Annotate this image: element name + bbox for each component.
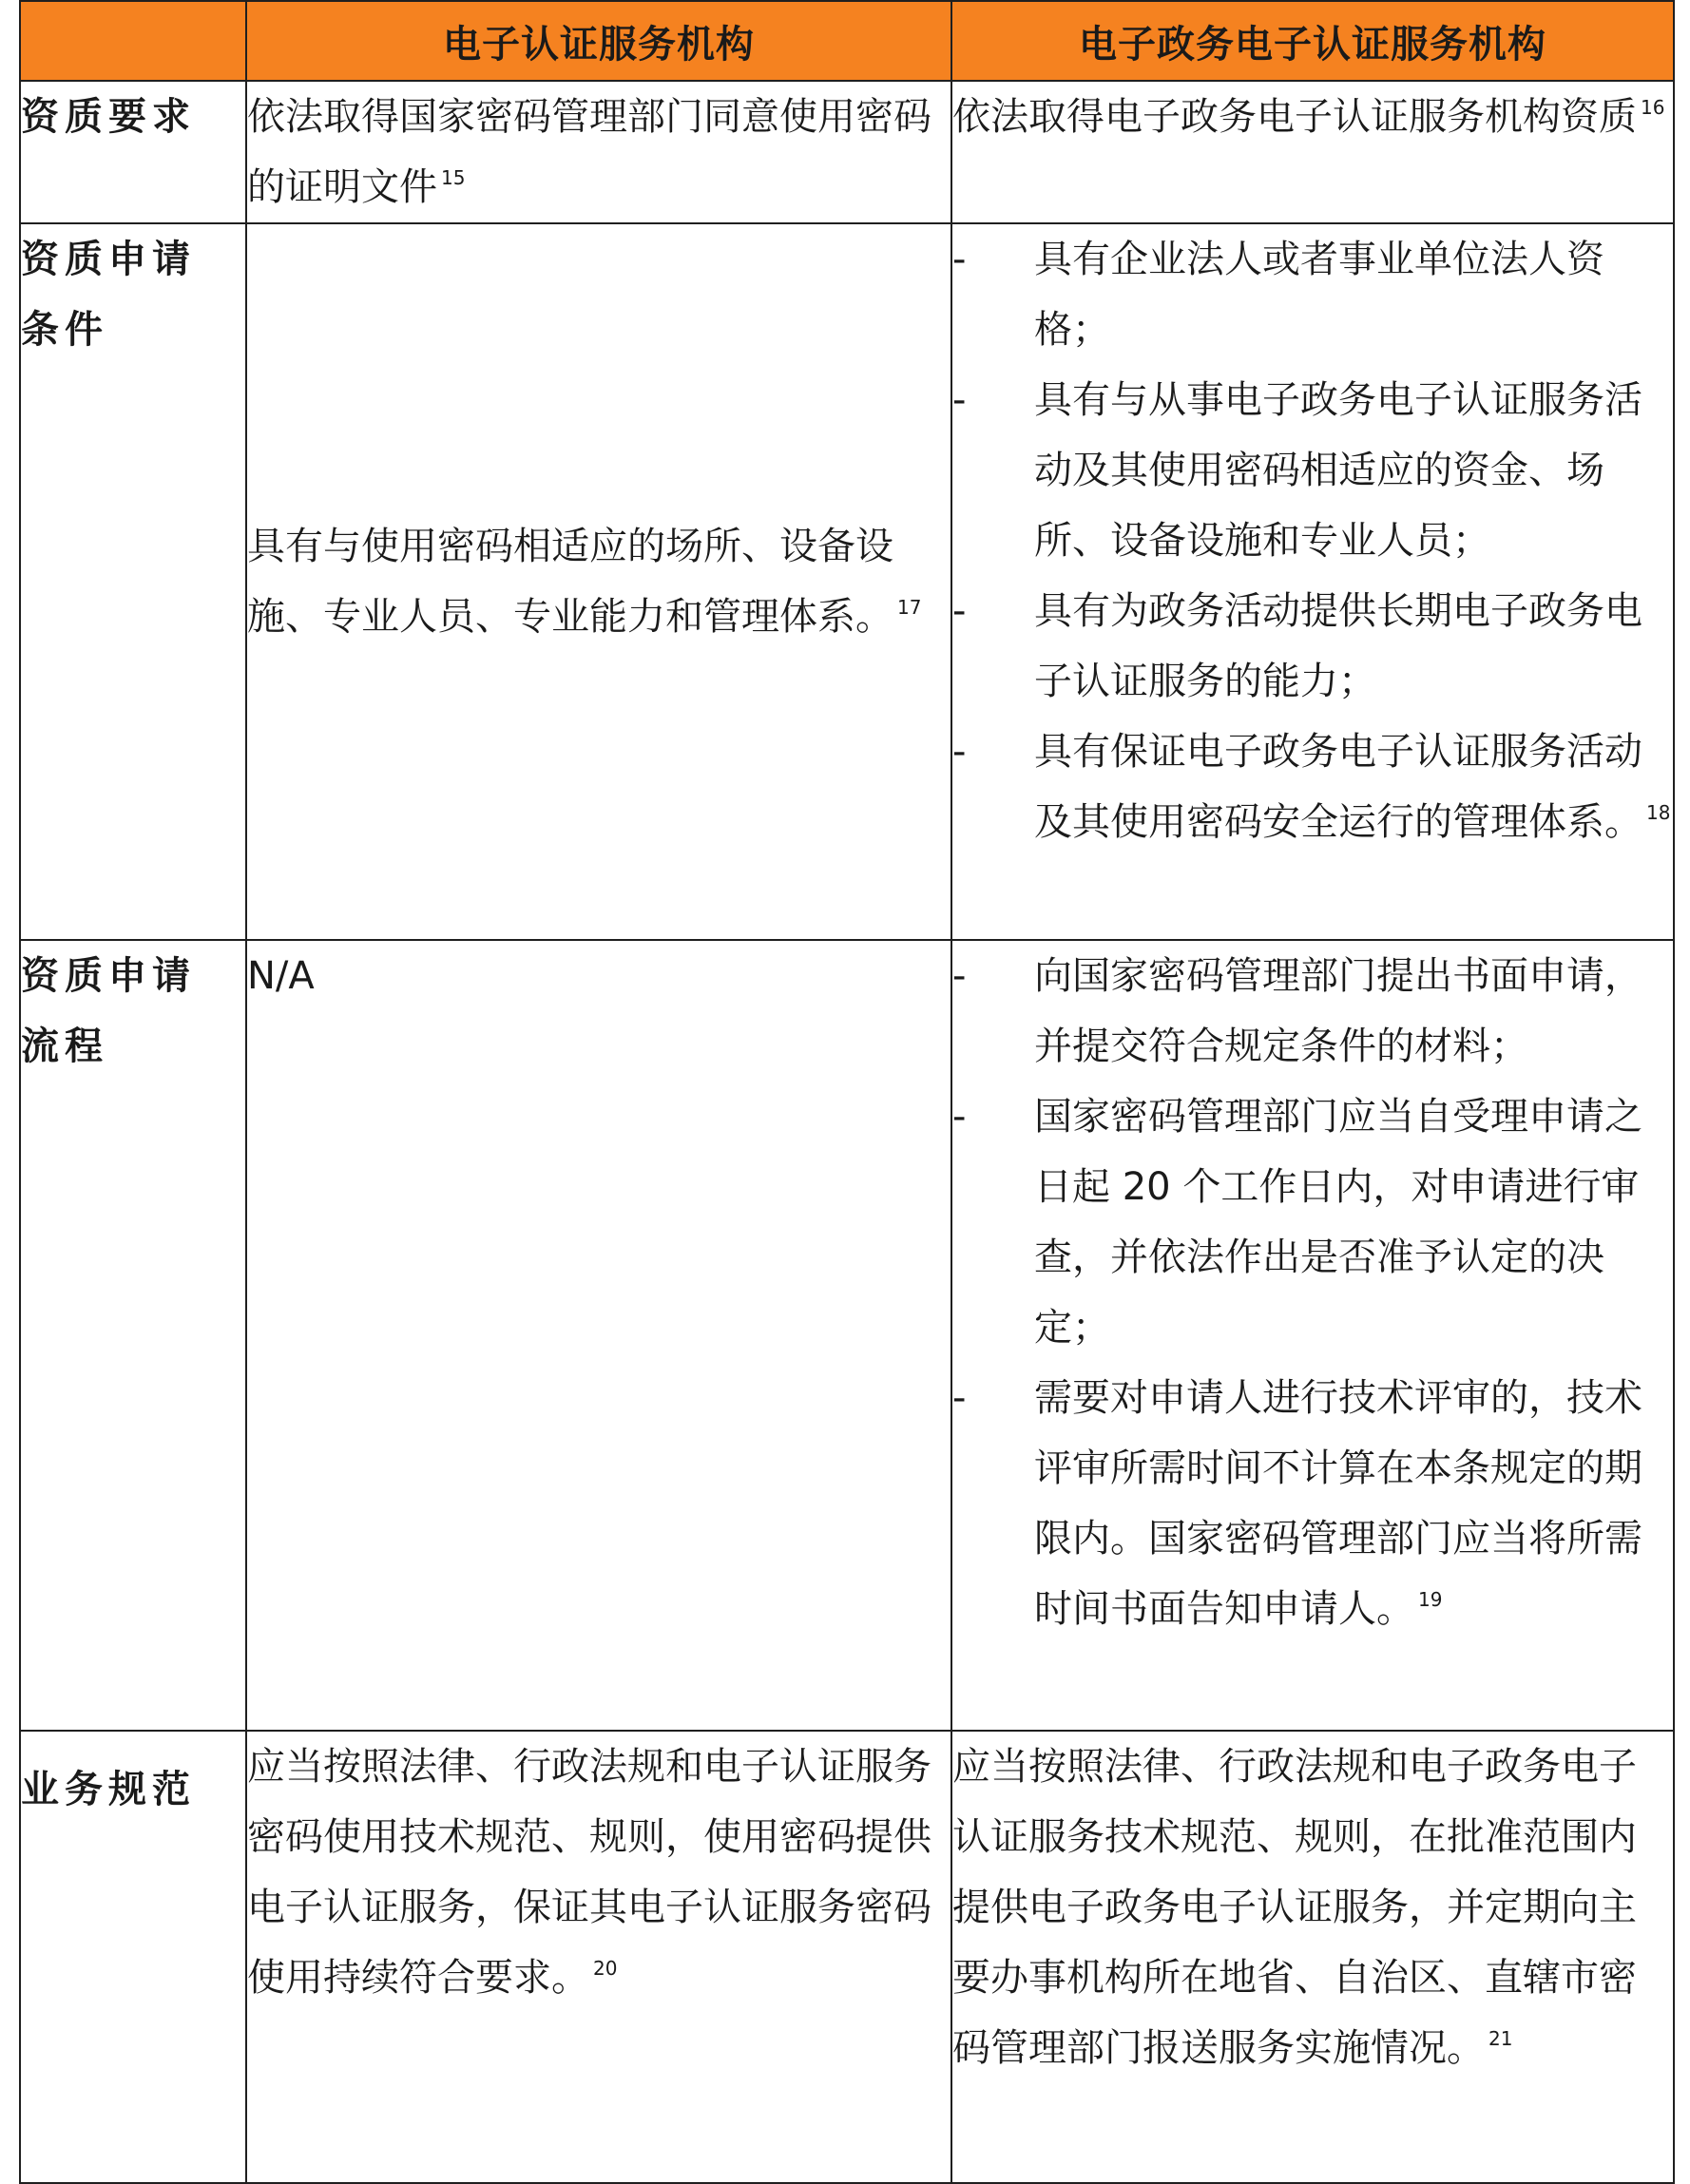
list-item-text: 具有保证电子政务电子认证服务活动及其使用密码安全运行的管理体系。: [1034, 730, 1642, 844]
list-item-text: 向国家密码管理部门提出书面申请，并提交符合规定条件的材料；: [1034, 954, 1642, 1068]
table-row-application-process: [20, 940, 1674, 1731]
footnote-ref: 20: [593, 1957, 618, 1980]
table-row-business-norms: [20, 1731, 1674, 2183]
list-item: [952, 1363, 1673, 1644]
footnote-ref: 15: [441, 166, 466, 189]
list-item-text: 具有与从事电子政务电子认证服务活动及其使用密码相适应的资金、场所、设备设施和专业人员；: [1034, 378, 1642, 563]
dash-marker: -: [952, 378, 967, 422]
table-row-qualification: [20, 81, 1674, 223]
cell-egov-application-conditions: [951, 223, 1674, 940]
dash-marker: -: [952, 1095, 967, 1139]
list-item: [952, 224, 1673, 365]
cell-egov-business-norms: [951, 1731, 1674, 2183]
row-label-application-conditions: [20, 223, 246, 940]
list-item: [952, 365, 1673, 576]
list-item: [952, 576, 1673, 717]
footnote-ref: 18: [1646, 801, 1671, 824]
cell-text: 依法取得国家密码管理部门同意使用密码的证明文件: [247, 95, 931, 209]
footnote-ref: 17: [897, 596, 922, 619]
dash-marker: -: [952, 238, 967, 281]
row-label-text: 业务规范: [21, 1768, 196, 1811]
cell-ca-business-norms: [246, 1731, 951, 2183]
row-label-qualification: [20, 81, 246, 223]
cell-text: 应当按照法律、行政法规和电子政务电子认证服务技术规范、规则，在批准范围内提供电子政务电子认证服务，并定期向主要办事机构所在地省、自治区、直辖市密码管理部门报送服务实施情况。: [952, 1745, 1637, 2070]
header-ca-service-provider: 电子认证服务机构: [246, 1, 951, 81]
row-label-line: 资质申请: [21, 238, 196, 281]
cell-egov-application-process: [951, 940, 1674, 1731]
list-item: [952, 941, 1673, 1082]
dash-marker: -: [952, 1376, 967, 1420]
dash-marker: -: [952, 589, 967, 633]
header-egov-ca-service-provider: 电子政务电子认证服务机构: [951, 1, 1674, 81]
row-label-line: 条件: [21, 308, 108, 352]
table-row-application-conditions: [20, 223, 1674, 940]
cell-text: 具有与使用密码相适应的场所、设备设施、专业人员、专业能力和管理体系。: [247, 525, 893, 639]
row-label-application-process: [20, 940, 246, 1731]
dash-list: [952, 224, 1673, 857]
footnote-ref: 19: [1418, 1588, 1443, 1611]
list-item-text: 具有为政务活动提供长期电子政务电子认证服务的能力；: [1034, 589, 1642, 703]
row-label-line: 资质申请: [21, 954, 196, 998]
list-item-text: 国家密码管理部门应当自受理申请之日起 20 个工作日内，对申请进行审查，并依法作出是否准予认定的决定；: [1034, 1095, 1642, 1350]
dash-marker: -: [952, 730, 967, 774]
cell-text: N/A: [247, 954, 315, 998]
row-label-line: 流程: [21, 1025, 108, 1068]
comparison-table: [19, 0, 1675, 2184]
row-label-text: 资质要求: [21, 95, 196, 139]
footnote-ref: 21: [1488, 2027, 1513, 2050]
dash-marker: -: [952, 954, 967, 998]
list-item-text: 具有企业法人或者事业单位法人资格；: [1034, 238, 1604, 352]
table-header-row: [20, 1, 1674, 81]
cell-ca-application-process: [246, 940, 951, 1731]
cell-egov-qualification: [951, 81, 1674, 223]
list-item: [952, 717, 1673, 857]
list-item-text: 需要对申请人进行技术评审的，技术评审所需时间不计算在本条规定的期限内。国家密码管理部门应当将所需时间书面告知申请人。: [1034, 1376, 1642, 1631]
header-corner-cell: [20, 1, 246, 81]
cell-ca-application-conditions: [246, 223, 951, 940]
row-label-business-norms: [20, 1731, 246, 2183]
list-item: [952, 1082, 1673, 1363]
cell-text: 应当按照法律、行政法规和电子认证服务密码使用技术规范、规则，使用密码提供电子认证服务，保证其电子认证服务密码使用持续符合要求。: [247, 1745, 931, 2000]
cell-ca-qualification: [246, 81, 951, 223]
cell-text: 依法取得电子政务电子认证服务机构资质: [952, 95, 1637, 139]
dash-list: [952, 941, 1673, 1644]
footnote-ref: 16: [1641, 96, 1665, 119]
